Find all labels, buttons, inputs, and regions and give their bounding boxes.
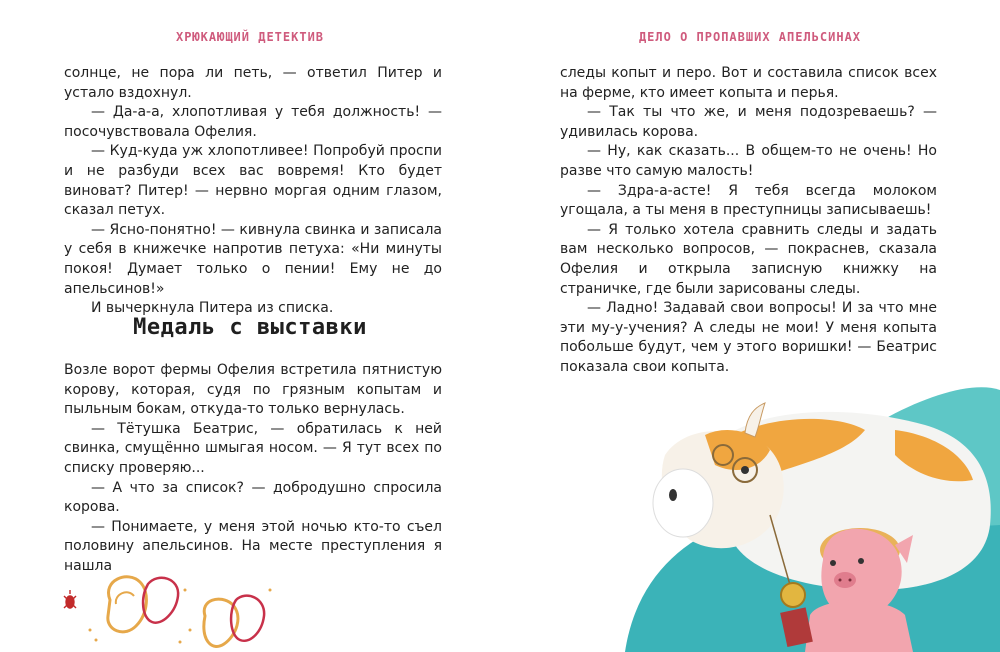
paragraph: — Ладно! Задавай свои вопросы! И за что мне эти му-у-учения? А следы не мои! У меня копыта побольше будут, чем у этого воришки! — Беатрис показала свои копыта. (560, 300, 937, 375)
paragraph: — Здра-а-асте! Я тебя всегда молоком угощала, а ты меня в преступницы записываешь! (560, 182, 937, 219)
beetle-icon (64, 590, 76, 608)
paragraph: — А что за список? — добродушно спросила корова. (64, 479, 442, 516)
paragraph: — Куд-куда уж хлопотливее! Попробуй проспи и не разбуди всех вас вовремя! Кто будет виноват? Питер! — нервно моргая одним глазом, сказал петух. (64, 143, 442, 219)
paragraph: — Так ты что же, и меня подозреваешь? — удивилась корова. (560, 104, 937, 140)
paragraph: солнце, не пора ли петь, — ответил Питер и устало вздохнул. (64, 65, 442, 101)
left-bottom-text (64, 361, 442, 577)
right-running-header: ДЕЛО О ПРОПАВШИХ АПЕЛЬСИНАХ (638, 30, 862, 44)
right-page (500, 0, 1000, 652)
paragraph: — Ну, как сказать... В общем-то не очень! Но разве что самую малость! (560, 143, 937, 179)
paragraph: — Да-а-а, хлопотливая у тебя должность! — посочувствовала Офелия. (64, 104, 442, 140)
right-text (560, 64, 937, 378)
paragraph: следы копыт и перо. Вот и составила список всех на ферме, кто имеет копыта и перья. (560, 65, 937, 101)
paragraph: — Я только хотела сравнить следы и задать вам несколько вопросов, — покраснев, сказала Офелия и открыла записную книжку на страничке, где были зарисованы следы. (560, 221, 937, 297)
left-top-text (64, 64, 442, 319)
paragraph: Возле ворот фермы Офелия встретила пятнистую корову, которая, судя по грязным копытам и пыльным бокам, откуда-то только вернулась. (64, 362, 442, 418)
left-running-header: ХРЮКАЮЩИЙ ДЕТЕКТИВ (175, 30, 325, 44)
paragraph: И вычеркнула Питера из списка. (91, 300, 334, 317)
chapter-title: Медаль с выставки (133, 315, 367, 340)
paragraph: — Ясно-понятно! — кивнула свинка и записала у себя в книжечке напротив петуха: «Ни минуты покоя! Думает только о пении! Ему не до апельсинов!» (64, 221, 442, 297)
cow-and-pig-illustration (595, 385, 1000, 652)
hoofprint-decoration (40, 570, 280, 652)
paragraph: — Тётушка Беатрис, — обратилась к ней свинка, смущённо шмыгая носом. — Я тут всех по списку проверяю... (64, 420, 442, 476)
paragraph: — Понимаете, у меня этой ночью кто-то съел половину апельсинов. На месте преступления я нашла (64, 518, 442, 574)
